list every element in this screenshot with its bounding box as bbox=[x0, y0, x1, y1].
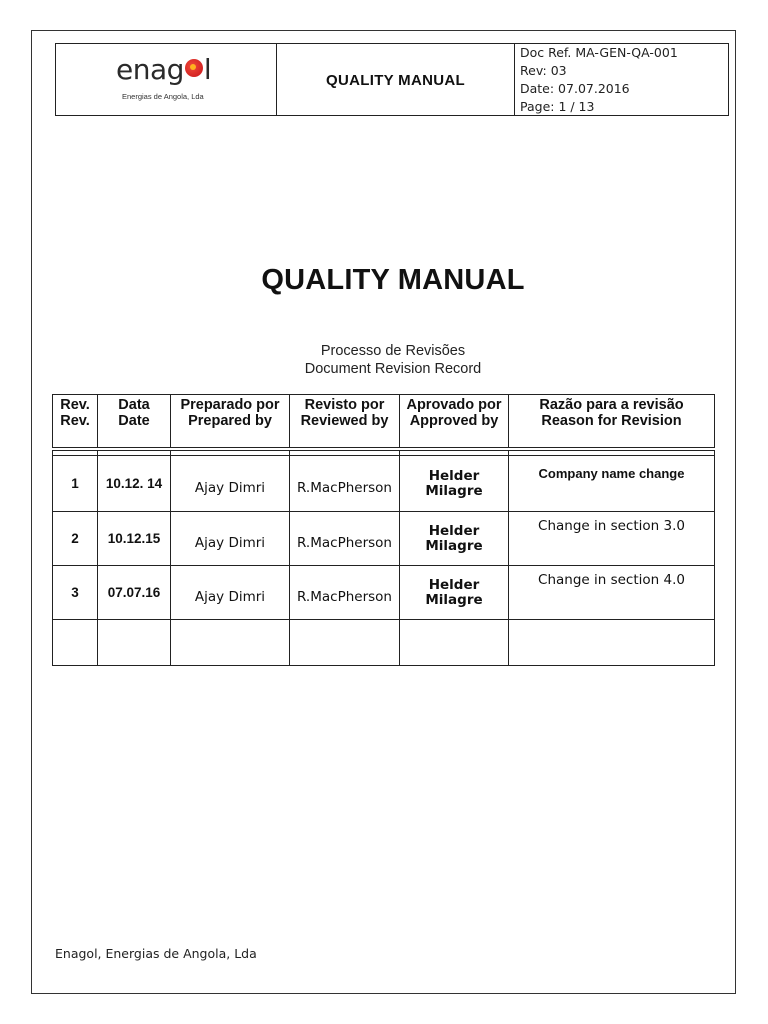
cell-date: 10.12. 14 bbox=[98, 456, 171, 512]
header-pt: Rev. bbox=[60, 397, 90, 413]
document-header bbox=[55, 43, 729, 116]
col-header-date bbox=[98, 395, 171, 450]
subtitle-pt: Processo de Revisões bbox=[320, 343, 466, 359]
table-row bbox=[53, 512, 715, 566]
approved-line-2: Milagre bbox=[425, 537, 483, 554]
cell-rev: 2 bbox=[53, 512, 98, 566]
header-en: Reason for Revision bbox=[541, 413, 682, 429]
header-pt: Data bbox=[118, 397, 150, 413]
header-en: Approved by bbox=[409, 413, 499, 429]
col-header-rev bbox=[53, 395, 98, 450]
cell-reason: Company name change bbox=[509, 456, 715, 512]
cell-approved bbox=[400, 512, 509, 566]
header-title: QUALITY MANUAL bbox=[277, 44, 515, 115]
header-pt: Preparado por bbox=[180, 397, 280, 413]
col-header-reason bbox=[509, 395, 715, 450]
approved-line-2: Milagre bbox=[425, 591, 483, 608]
logo-subtitle: Energias de Angola, Lda bbox=[122, 92, 204, 101]
cell-date: 10.12.15 bbox=[98, 512, 171, 566]
cell-date: 07.07.16 bbox=[98, 566, 171, 620]
sun-logo-icon bbox=[185, 59, 203, 77]
header-pt: Aprovado por bbox=[406, 397, 502, 413]
page-footer: Enagol, Energias de Angola, Lda bbox=[55, 946, 257, 961]
cell-prepared: Ajay Dimri bbox=[171, 456, 290, 512]
table-header-row bbox=[53, 395, 715, 450]
header-en: Prepared by bbox=[188, 413, 272, 429]
cell-rev: 1 bbox=[53, 456, 98, 512]
col-header-approved bbox=[400, 395, 509, 450]
doc-page: Page: 1 / 13 bbox=[520, 99, 595, 114]
approved-line-1: Helder bbox=[428, 522, 480, 539]
table-row bbox=[53, 456, 715, 512]
header-en: Reviewed by bbox=[300, 413, 389, 429]
header-pt: Revisto por bbox=[304, 397, 385, 413]
cell-approved bbox=[400, 456, 509, 512]
col-header-prepared bbox=[171, 395, 290, 450]
header-pt: Razão para a revisão bbox=[539, 397, 684, 413]
table-row-empty bbox=[53, 620, 715, 666]
cell-reviewed: R.MacPherson bbox=[290, 456, 400, 512]
logo-wordmark bbox=[116, 54, 211, 86]
cell-reviewed: R.MacPherson bbox=[290, 512, 400, 566]
doc-date: Date: 07.07.2016 bbox=[520, 81, 630, 96]
cell-prepared: Ajay Dimri bbox=[171, 566, 290, 620]
page-title: QUALITY MANUAL bbox=[261, 264, 525, 296]
cell-reviewed: R.MacPherson bbox=[290, 566, 400, 620]
doc-rev: Rev: 03 bbox=[520, 63, 567, 78]
table-row bbox=[53, 566, 715, 620]
approved-line-2: Milagre bbox=[425, 482, 483, 499]
cell-reason: Change in section 4.0 bbox=[509, 566, 715, 620]
subtitle-en: Document Revision Record bbox=[304, 361, 482, 377]
logo-text-left: enag bbox=[116, 53, 184, 86]
col-header-reviewed bbox=[290, 395, 400, 450]
document-meta bbox=[515, 44, 728, 115]
approved-line-1: Helder bbox=[428, 467, 480, 484]
company-logo bbox=[56, 44, 277, 115]
logo-text-right: l bbox=[203, 53, 212, 86]
doc-ref: Doc Ref. MA-GEN-QA-001 bbox=[520, 45, 678, 60]
header-en: Rev. bbox=[60, 413, 90, 429]
revision-table bbox=[52, 394, 715, 666]
cell-prepared: Ajay Dimri bbox=[171, 512, 290, 566]
cell-rev: 3 bbox=[53, 566, 98, 620]
cell-reason: Change in section 3.0 bbox=[509, 512, 715, 566]
approved-line-1: Helder bbox=[428, 576, 480, 593]
header-en: Date bbox=[118, 413, 150, 429]
cell-approved bbox=[400, 566, 509, 620]
